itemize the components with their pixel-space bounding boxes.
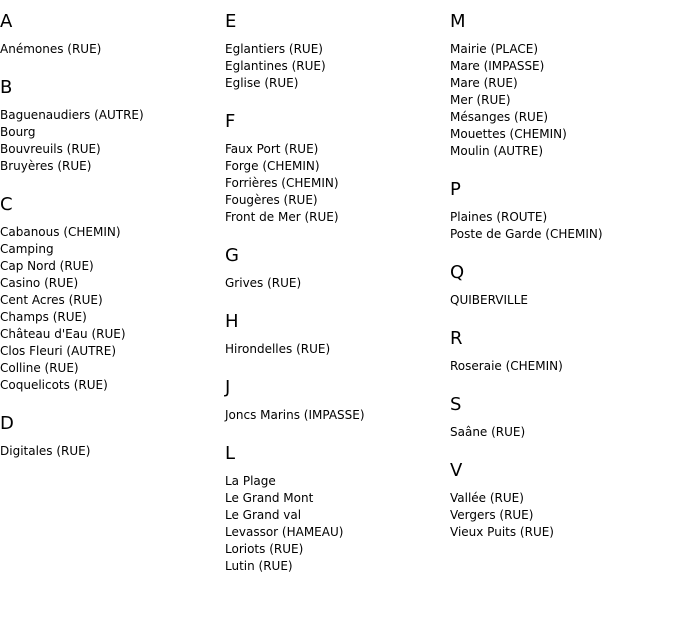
section-letter-heading: F: [225, 111, 236, 132]
street-list: [225, 141, 445, 226]
street-index-column-3: [450, 11, 670, 560]
street-name: Fougères (RUE): [225, 193, 318, 207]
street-list: [225, 407, 445, 424]
section-letter-heading: V: [450, 460, 463, 481]
letter-section-s: [450, 394, 670, 441]
street-name: Bruyères (RUE): [0, 159, 92, 173]
street-list: [0, 107, 220, 175]
section-letter-heading: C: [0, 194, 13, 215]
street-index-column-1: [0, 11, 220, 479]
street-name: Colline (RUE): [0, 361, 79, 375]
street-list: [450, 292, 670, 309]
street-name: Roseraie (CHEMIN): [450, 359, 563, 373]
letter-section-g: [225, 245, 445, 292]
street-name: Bouvreuils (RUE): [0, 142, 101, 156]
street-list: [450, 490, 670, 541]
street-name: Clos Fleuri (AUTRE): [0, 344, 117, 358]
street-list: [450, 41, 670, 160]
street-name: Camping: [0, 242, 54, 256]
street-list: [450, 209, 670, 243]
section-letter-heading: H: [225, 311, 239, 332]
street-name: Moulin (AUTRE): [450, 144, 543, 158]
street-index-column-2: [225, 11, 445, 594]
section-letter-heading: M: [450, 11, 466, 32]
street-name: Lutin (RUE): [225, 559, 293, 573]
section-letter-heading: P: [450, 179, 461, 200]
street-name: Vieux Puits (RUE): [450, 525, 554, 539]
street-name: Mare (RUE): [450, 76, 518, 90]
letter-section-h: [225, 311, 445, 358]
street-name: Mare (IMPASSE): [450, 59, 545, 73]
letter-section-e: [225, 11, 445, 92]
street-name: Mer (RUE): [450, 93, 511, 107]
street-name: Digitales (RUE): [0, 444, 91, 458]
letter-section-d: [0, 413, 220, 460]
street-list: [0, 443, 220, 460]
street-list: [225, 275, 445, 292]
street-name: Anémones (RUE): [0, 42, 102, 56]
letter-section-c: [0, 194, 220, 394]
street-list: [225, 41, 445, 92]
street-name: Saâne (RUE): [450, 425, 526, 439]
letter-section-j: [225, 377, 445, 424]
letter-section-f: [225, 111, 445, 226]
street-name: Baguenaudiers (AUTRE): [0, 108, 144, 122]
street-name: Eglantiers (RUE): [225, 42, 323, 56]
letter-section-p: [450, 179, 670, 243]
street-name: Château d'Eau (RUE): [0, 327, 126, 341]
section-letter-heading: S: [450, 394, 462, 415]
street-name: Plaines (ROUTE): [450, 210, 548, 224]
street-name: Bourg: [0, 125, 36, 139]
section-letter-heading: B: [0, 77, 13, 98]
street-name: Vergers (RUE): [450, 508, 534, 522]
street-name: Casino (RUE): [0, 276, 79, 290]
section-letter-heading: R: [450, 328, 463, 349]
street-list: [450, 424, 670, 441]
street-list: [225, 341, 445, 358]
section-letter-heading: A: [0, 11, 13, 32]
street-list: [225, 473, 445, 575]
street-name: Champs (RUE): [0, 310, 87, 324]
street-name: Cabanous (CHEMIN): [0, 225, 121, 239]
street-name: Faux Port (RUE): [225, 142, 319, 156]
section-letter-heading: D: [0, 413, 14, 434]
letter-section-r: [450, 328, 670, 375]
street-name: Mésanges (RUE): [450, 110, 549, 124]
street-name: Eglantines (RUE): [225, 59, 326, 73]
street-name: Forrières (CHEMIN): [225, 176, 339, 190]
street-name: Eglise (RUE): [225, 76, 299, 90]
street-name: Le Grand Mont: [225, 491, 314, 505]
street-list: [0, 224, 220, 394]
street-name: Hirondelles (RUE): [225, 342, 331, 356]
street-name: Forge (CHEMIN): [225, 159, 320, 173]
section-letter-heading: Q: [450, 262, 465, 283]
letter-section-m: [450, 11, 670, 160]
street-name: Joncs Marins (IMPASSE): [225, 408, 365, 422]
street-name: La Plage: [225, 474, 276, 488]
section-letter-heading: E: [225, 11, 237, 32]
section-letter-heading: L: [225, 443, 236, 464]
street-name: QUIBERVILLE: [450, 293, 528, 307]
street-name: Mouettes (CHEMIN): [450, 127, 567, 141]
street-name: Poste de Garde (CHEMIN): [450, 227, 603, 241]
letter-section-l: [225, 443, 445, 575]
letter-section-v: [450, 460, 670, 541]
section-letter-heading: G: [225, 245, 239, 266]
letter-section-b: [0, 77, 220, 175]
street-name: Coquelicots (RUE): [0, 378, 108, 392]
street-name: Loriots (RUE): [225, 542, 304, 556]
street-name: Levassor (HAMEAU): [225, 525, 344, 539]
street-list: [0, 41, 220, 58]
letter-section-a: [0, 11, 220, 58]
street-list: [450, 358, 670, 375]
street-name: Vallée (RUE): [450, 491, 524, 505]
letter-section-q: [450, 262, 670, 309]
section-letter-heading: J: [225, 377, 231, 398]
street-name: Mairie (PLACE): [450, 42, 539, 56]
street-name: Front de Mer (RUE): [225, 210, 339, 224]
street-name: Cap Nord (RUE): [0, 259, 94, 273]
street-name: Grives (RUE): [225, 276, 302, 290]
street-name: Cent Acres (RUE): [0, 293, 103, 307]
street-name: Le Grand val: [225, 508, 302, 522]
